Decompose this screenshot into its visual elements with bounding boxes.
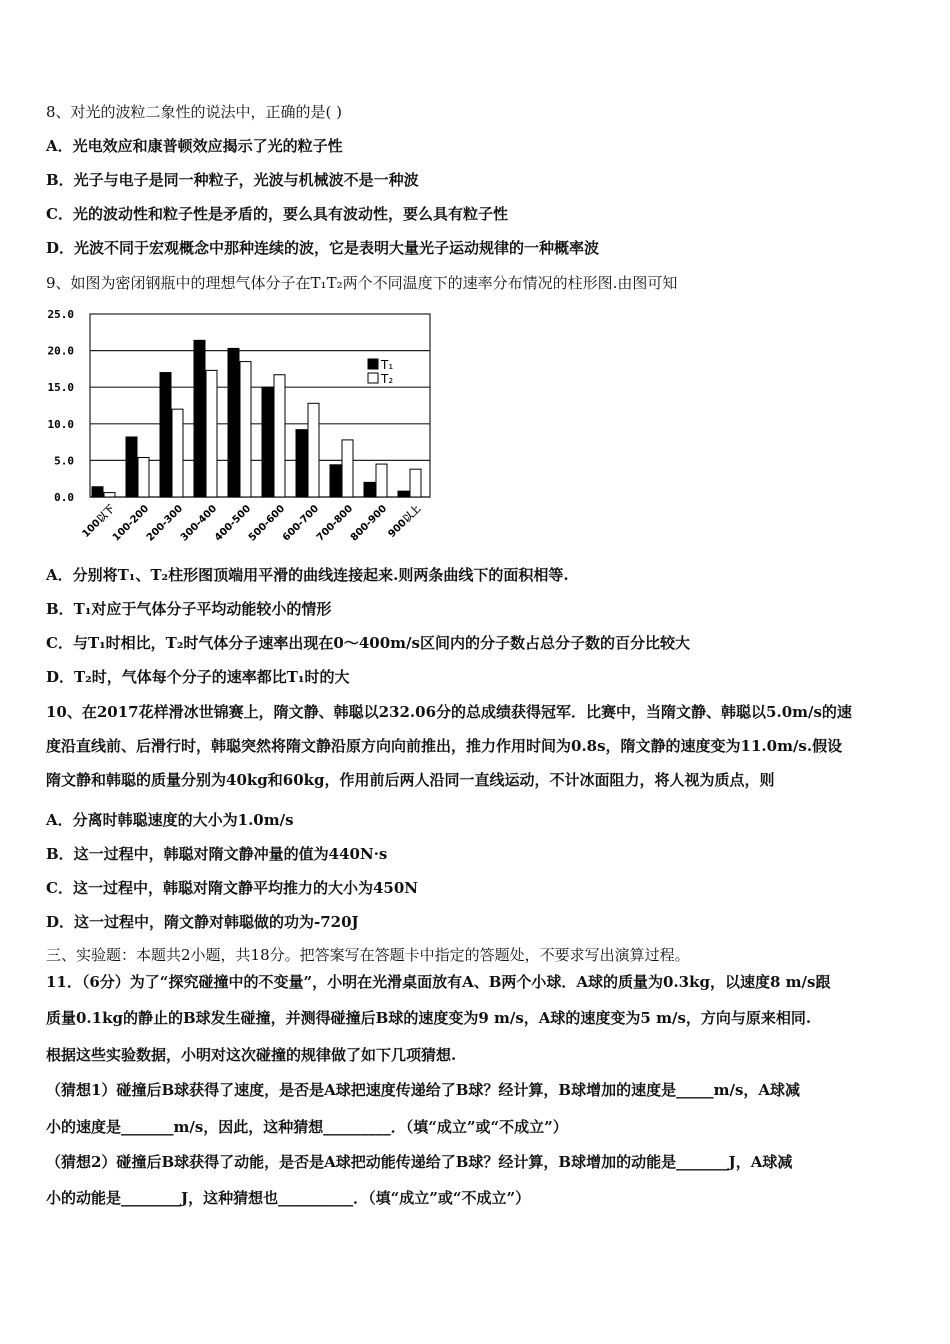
x-tick-label: 300-400: [178, 503, 220, 544]
q11-line: （猜想2）碰撞后B球获得了动能，是否是A球把动能传递给了B球？经计算，B球增加的动能是_______J，A球减: [46, 1153, 793, 1171]
bar-t1: [160, 373, 171, 497]
bar-t1: [194, 340, 205, 497]
q9-option-a: A．分别将T₁、T₂柱形图顶端用平滑的曲线连接起来.则两条曲线下的面积相等.: [46, 566, 569, 584]
x-tick-label: 100-200: [110, 503, 152, 544]
q8-stem: 8、对光的波粒二象性的说法中，正确的是( ): [46, 103, 343, 121]
q11-line: 小的速度是_______m/s，因此，这种猜想_________．（填“成立”或“不成立”）: [46, 1118, 568, 1136]
x-tick-label: 700-800: [314, 503, 356, 544]
q11-line: 11．（6分）为了“探究碰撞中的不变量”，小明在光滑桌面放有A、B两个小球．A球的质量为0.3kg，以速度8 m/s跟: [46, 973, 831, 991]
q9-option-c: C．与T₁时相比，T₂时气体分子速率出现在0～400m/s区间内的分子数占总分子数的百分比较大: [46, 634, 690, 652]
q10-stem-line: 隋文静和韩聪的质量分别为40kg和60kg，作用前后两人沿同一直线运动，不计冰面阻力，将人视为质点，则: [46, 771, 775, 789]
q11-line: 质量0.1kg的静止的B球发生碰撞，并测得碰撞后B球的速度变为9 m/s，A球的速度变为5 m/s，方向与原来相同.: [46, 1009, 812, 1027]
bar-t2: [138, 457, 149, 497]
bar-t2: [376, 464, 387, 497]
q9-stem: 9、如图为密闭钢瓶中的理想气体分子在T₁T₂两个不同温度下的速率分布情况的柱形图.由图可知: [46, 274, 678, 292]
section-3-heading: 三、实验题：本题共2小题，共18分。把答案写在答题卡中指定的答题处，不要求写出演算过程。: [46, 946, 690, 964]
bar-t2: [104, 493, 115, 497]
bar-t2: [274, 375, 285, 497]
y-tick-label: 0.0: [54, 491, 74, 504]
x-tick-label: 200-300: [144, 503, 186, 544]
y-tick-label: 5.0: [54, 454, 74, 468]
q10-stem-line: 10、在2017花样滑冰世锦赛上，隋文静、韩聪以232.06分的总成绩获得冠军．比赛中，当隋文静、韩聪以5.0m/s的速: [46, 703, 852, 721]
bar-t2: [410, 469, 421, 497]
x-tick-label: 400-500: [212, 503, 254, 544]
legend-label-t1: T₁: [381, 358, 394, 372]
x-tick-label: 600-700: [280, 503, 322, 544]
speed-distribution-bar-chart: [40, 300, 440, 560]
bar-t1: [228, 348, 239, 497]
bar-t1: [364, 482, 375, 497]
bar-t1: [126, 437, 137, 497]
q10-option-b: B．这一过程中，韩聪对隋文静冲量的值为440N·s: [46, 845, 388, 863]
q11-line: （猜想1）碰撞后B球获得了速度，是否是A球把速度传递给了B球？经计算，B球增加的速度是_____m/s，A球减: [46, 1081, 801, 1099]
x-tick-label: 100以下: [80, 503, 118, 541]
q8-option-c: C．光的波动性和粒子性是矛盾的，要么具有波动性，要么具有粒子性: [46, 205, 508, 223]
q11-line: 根据这些实验数据，小明对这次碰撞的规律做了如下几项猜想.: [46, 1046, 457, 1064]
y-tick-label: 15.0: [47, 381, 74, 395]
legend-label-t2: T₂: [381, 372, 394, 386]
bar-t2: [206, 370, 217, 497]
q10-stem-line: 度沿直线前、后滑行时，韩聪突然将隋文静沿原方向向前推出，推力作用时间为0.8s，隋文静的速度变为11.0m/s.假设: [46, 737, 843, 755]
bar-t1: [330, 465, 341, 497]
x-tick-label: 800-900: [348, 503, 390, 544]
q10-option-a: A．分离时韩聪速度的大小为1.0m/s: [46, 811, 294, 829]
legend-swatch-t2: [368, 373, 378, 383]
q8-option-d: D．光波不同于宏观概念中那种连续的波，它是表明大量光子运动规律的一种概率波: [46, 239, 600, 257]
q11-line: 小的动能是________J，这种猜想也__________．（填“成立”或“不成立”）: [46, 1189, 531, 1207]
bar-t2: [172, 409, 183, 497]
bar-t2: [342, 440, 353, 497]
y-tick-label: 10.0: [47, 417, 74, 431]
q10-option-d: D．这一过程中，隋文静对韩聪做的功为-720J: [46, 913, 359, 931]
q10-option-c: C．这一过程中，韩聪对隋文静平均推力的大小为450N: [46, 879, 418, 897]
bar-t2: [240, 362, 251, 497]
x-tick-label: 900以上: [386, 503, 424, 541]
x-tick-label: 500-600: [246, 503, 288, 544]
q8-option-b: B．光子与电子是同一种粒子，光波与机械波不是一种波: [46, 171, 419, 189]
q9-option-b: B．T₁对应于气体分子平均动能较小的情形: [46, 600, 332, 618]
bar-t1: [262, 387, 273, 497]
bar-t2: [308, 403, 319, 497]
bar-t1: [398, 491, 409, 497]
bar-t1: [296, 430, 307, 497]
y-tick-label: 25.0: [47, 308, 74, 321]
q8-option-a: A．光电效应和康普顿效应揭示了光的粒子性: [46, 137, 343, 155]
bar-t1: [92, 487, 103, 497]
q9-option-d: D．T₂时，气体每个分子的速率都比T₁时的大: [46, 668, 350, 686]
legend-swatch-t1: [368, 359, 378, 369]
y-tick-label: 20.0: [47, 344, 74, 358]
